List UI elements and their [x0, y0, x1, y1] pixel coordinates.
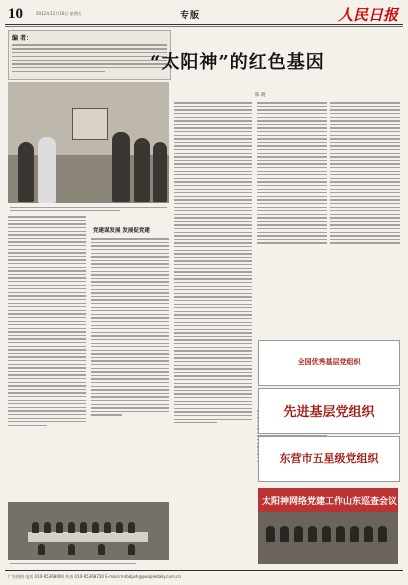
article-author: 陈 晓 — [255, 93, 266, 98]
award-plaque-1 — [258, 340, 400, 386]
meeting-photo — [8, 502, 169, 560]
plaque-ceremony-photo — [8, 82, 169, 203]
page-number: 10 — [8, 6, 23, 22]
award-2-text: 先进基层党组织 — [283, 405, 375, 420]
column-2 — [91, 236, 169, 418]
masthead-logo: 人民日报 — [337, 6, 398, 24]
editor-note-label: 编 者： — [12, 35, 33, 42]
award-3-text: 东营市五星级党组织 — [279, 452, 379, 465]
column-4 — [257, 100, 327, 246]
header-rule — [5, 24, 403, 25]
award-plaque-2 — [258, 388, 400, 434]
header-rule-thin — [5, 26, 403, 27]
article-headline: “太阳神”的红色基因 — [150, 52, 325, 73]
award-1-text: 全国优秀基层党组织 — [297, 357, 361, 366]
inspection-meeting-photo — [258, 488, 398, 564]
photo1-caption — [10, 205, 167, 212]
date-line: 2012年11月16日 星期五 — [36, 11, 82, 16]
banner-text: 太阳神网络党建工作山东巡查会议 — [262, 497, 398, 507]
subhead-1: 党建谋发展 发展促党建 — [93, 228, 150, 234]
award-plaque-3 — [258, 436, 400, 482]
footer-text: 广告热线 电话 010-65368000 传真 010-65368720 E-mail:rmrbdpsh@peopledaily.com.cn — [8, 574, 181, 579]
column-3 — [174, 100, 252, 426]
footer-rule — [5, 570, 403, 571]
banner — [258, 488, 398, 512]
column-1 — [8, 214, 86, 428]
column-5 — [330, 100, 400, 246]
photo2-caption — [10, 562, 167, 565]
editor-note-box — [8, 30, 171, 80]
section-title: 专版 — [180, 11, 201, 21]
editor-note-text — [12, 42, 167, 75]
